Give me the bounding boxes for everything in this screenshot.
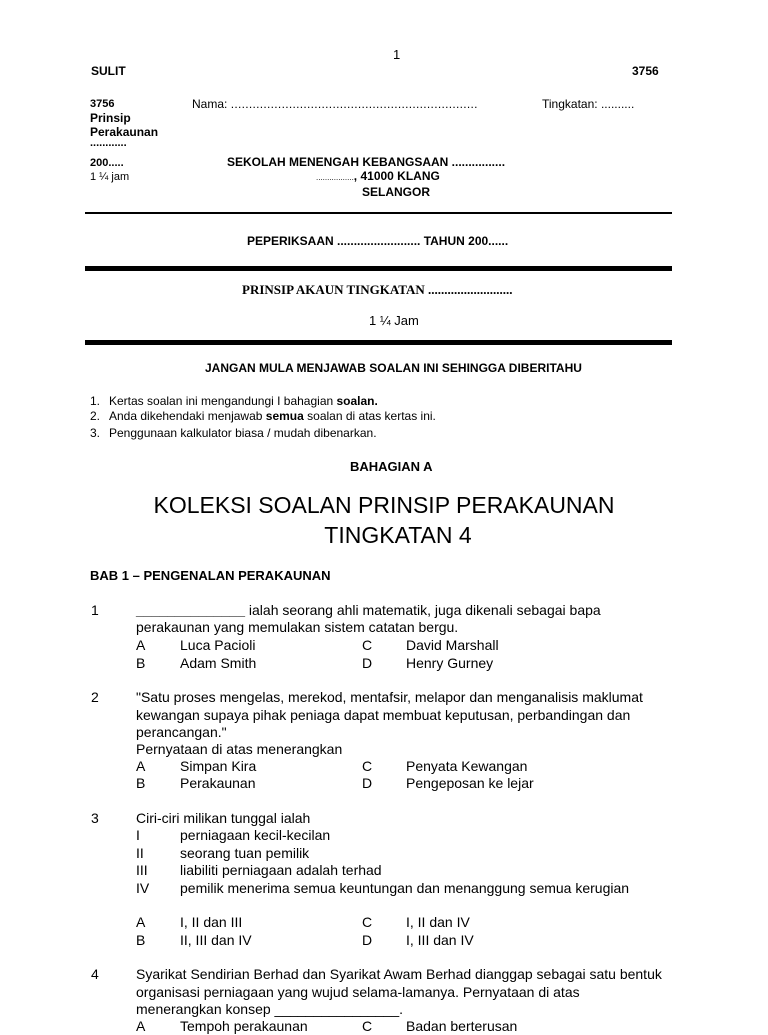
option-letter: D [362, 932, 373, 948]
collection-title-line-2: TINGKATAN 4 [324, 522, 472, 548]
question-stem [136, 602, 601, 619]
option-letter: A [136, 637, 146, 653]
question-stem-line: organisasi perniagaan yang wujud selama-lamanya. Pernyataan di atas [136, 984, 580, 1000]
option-letter: A [136, 1018, 146, 1034]
option-text: II, III dan IV [180, 932, 252, 948]
page-number: 1 [393, 47, 401, 62]
sulit-label: SULIT [91, 64, 126, 78]
question-stem-line: perakaunan yang memulakan sistem catatan bergu. [136, 619, 459, 635]
form-dots: .......... [600, 97, 635, 111]
option-letter: C [362, 758, 373, 774]
option-text: Perakaunan [180, 775, 256, 791]
question-stem-line: menerangkan konsep ________________. [136, 1001, 404, 1017]
option-text: Luca Pacioli [180, 637, 256, 653]
instruction-num: 1. [90, 394, 101, 408]
option-text: Tempoh perakaunan [180, 1018, 308, 1034]
roman-numeral: II [136, 845, 144, 861]
option-letter: C [362, 637, 373, 653]
option-text: Badan berterusan [406, 1018, 518, 1034]
collection-title-line-1: KOLEKSI SOALAN PRINSIP PERAKAUNAN [153, 492, 615, 518]
divider-thin [85, 212, 672, 214]
question-number: 1 [91, 602, 99, 618]
school-state: SELANGOR [362, 185, 431, 199]
chapter-heading: BAB 1 – PENGENALAN PERAKAUNAN [90, 568, 331, 583]
school-name: SEKOLAH MENENGAH KEBANGSAAN ................ [227, 155, 506, 169]
roman-numeral: III [136, 862, 148, 878]
question-number: 4 [91, 966, 99, 982]
instruction-item [90, 426, 377, 440]
option-text: Simpan Kira [180, 758, 257, 774]
exam-subject: PRINSIP AKAUN TINGKATAN .......................... [242, 282, 513, 297]
option-letter: B [136, 932, 146, 948]
instruction-text-pre: Kertas soalan ini mengandungi I bahagian [109, 394, 337, 408]
question-number: 3 [91, 810, 99, 826]
option-letter: A [136, 758, 146, 774]
instruction-text-pre: Penggunaan kalkulator biasa / mudah dibenarkan. [109, 426, 377, 440]
instruction-text-bold: semua [265, 409, 304, 423]
section-label: BAHAGIAN A [350, 459, 433, 474]
subject-line-2: Perakaunan [90, 125, 159, 139]
divider-thick-1 [85, 266, 672, 271]
instruction-num: 2. [90, 409, 101, 423]
instruction-text [109, 410, 436, 422]
instruction-num: 3. [90, 426, 101, 440]
subject-line-1: Prinsip [90, 111, 131, 125]
instruction-text-pre: Anda dikehendaki menjawab [109, 409, 266, 423]
paper-code-right: 3756 [632, 64, 659, 78]
question-blank: ______________ [136, 602, 246, 618]
form-field [542, 97, 634, 111]
year-left: 200..... [90, 157, 124, 169]
option-text: Henry Gurney [406, 655, 494, 671]
instruction-item [90, 409, 436, 423]
exam-duration: 1 ¼ Jam [369, 313, 419, 328]
statement-text: pemilik menerima semua keuntungan dan menanggung semua kerugian [180, 880, 630, 896]
name-field [192, 97, 478, 111]
option-text: I, III dan IV [406, 932, 474, 948]
instruction-item [90, 394, 378, 408]
name-dots: .................................................................... [230, 97, 478, 111]
statement-text: perniagaan kecil-kecilan [180, 827, 331, 843]
option-text: I, II dan IV [406, 914, 470, 930]
option-letter: D [362, 775, 373, 791]
option-text: Adam Smith [180, 655, 257, 671]
option-letter: A [136, 914, 146, 930]
name-label: Nama: [192, 97, 228, 111]
question-stem-line: "Satu proses mengelas, merekod, mentafsir, melapor dan menganalisis maklumat [136, 689, 643, 705]
school-address-text: , 41000 KLANG [353, 169, 440, 183]
roman-numeral: IV [136, 880, 150, 896]
question-stem-line: Pernyataan di atas menerangkan [136, 741, 343, 757]
question-stem-text: ialah seorang ahli matematik, juga dikenali sebagai bapa [245, 602, 601, 618]
school-address-dots: ................. [316, 173, 354, 182]
option-letter: B [136, 775, 146, 791]
option-letter: B [136, 655, 146, 671]
option-letter: C [362, 1018, 373, 1034]
question-stem: Ciri-ciri milikan tunggal ialah [136, 810, 311, 826]
instruction-text-post: soalan di atas kertas ini. [303, 409, 436, 423]
exam-title: PEPERIKSAAN ......................... TAHUN 200...... [247, 234, 509, 248]
option-text: Pengeposan ke lejar [406, 775, 534, 791]
subject-dots: ............ [90, 137, 127, 149]
question-number: 2 [91, 689, 99, 705]
option-text: I, II dan III [180, 914, 243, 930]
option-letter: D [362, 655, 373, 671]
option-text: Penyata Kewangan [406, 758, 528, 774]
roman-numeral: I [136, 827, 140, 843]
question-stem-line: kewangan supaya pihak peniaga dapat membuat keputusan, perbandingan dan [136, 707, 631, 723]
instruction-text [109, 427, 377, 439]
form-label: Tingkatan: [542, 97, 598, 111]
option-letter: C [362, 914, 373, 930]
question-stem-line: perancangan." [136, 724, 227, 740]
statement-text: seorang tuan pemilik [180, 845, 310, 861]
statement-text: liabiliti perniagaan adalah terhad [180, 862, 382, 878]
duration-left: 1 ¼ jam [90, 171, 130, 183]
warning-text: JANGAN MULA MENJAWAB SOALAN INI SEHINGGA DIBERITAHU [205, 361, 582, 375]
divider-thick-2 [85, 340, 672, 345]
instruction-text-bold: soalan. [336, 394, 378, 408]
option-text: David Marshall [406, 637, 499, 653]
instruction-text [109, 395, 378, 407]
question-stem-line: Syarikat Sendirian Berhad dan Syarikat Awam Berhad dianggap sebagai satu bentuk [136, 966, 662, 982]
paper-code-left: 3756 [90, 98, 115, 110]
school-address [316, 169, 440, 183]
